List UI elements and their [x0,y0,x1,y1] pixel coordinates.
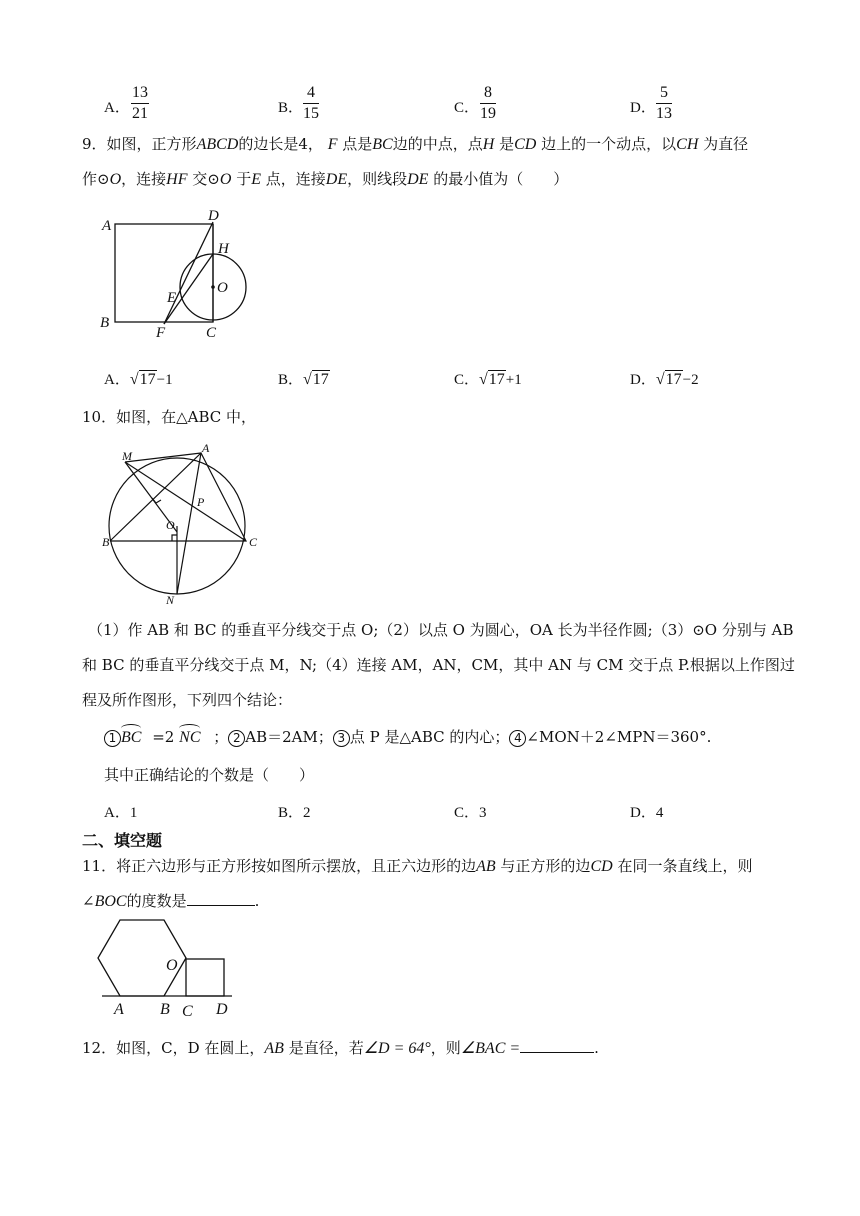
q11-answer-blank[interactable] [187,891,255,906]
q9-label-f: F [156,325,166,341]
q10-option-d: D．4 [630,805,664,821]
q10-arc-nc: NC [179,724,200,748]
q9-label-c: C [206,325,217,341]
q8-option-d-label: D． [630,100,656,116]
q12-answer-blank[interactable] [520,1038,594,1053]
q8-option-c-fraction: 8 19 [480,84,496,122]
q9-label-o: O [217,280,228,296]
q8-option-a-label: A． [104,100,130,116]
q11-square [186,959,224,996]
q8-option-b-label: B． [278,100,304,116]
q10-figure [104,440,284,608]
q10-option-b: B．2 [278,805,311,821]
q8-option-d-fraction: 5 13 [656,84,672,122]
q9-label-h: H [218,241,229,257]
q9-figure [96,202,266,344]
q10-option-a: A．1 [104,805,138,821]
q11-figure [98,918,248,1022]
q10-option-c: C．3 [454,805,487,821]
q10-stem: 10．如图，在△ABC 中， [82,408,257,426]
q10-label-n: N [166,593,175,607]
q12-angle-d: ∠D = 64° [363,1040,431,1057]
q10-conclusion-4-marker: 4 [509,730,526,747]
q9-square [115,224,213,322]
q11-label-a: A [114,1001,124,1018]
q9-stem-line1: 9．如图，正方形ABCD的边长是4， F 点是BC边的中点，点H 是CD 边上的一个动点，以CH 为直径 [82,135,749,153]
q11-stem-line1: 11．将正六边形与正方形按如图所示摆放，且正六边形的边AB 与正方形的边CD 在同一条直线上，则 [82,857,753,875]
q9-label-a: A [102,218,112,234]
q10-paragraph-line3: 程及所作图形，下列四个结论： [82,691,293,709]
q10-conclusion-2-marker: 2 [228,730,245,747]
q11-label-o: O [166,957,178,974]
q10-paragraph-line2: 和 BC 的垂直平分线交于点 M，N;（4）连接 AM，AN，CM，其中 AN 与 CM 交于点 P.根据以上作图过 [82,656,795,674]
q9-label-e: E [167,290,177,306]
q10-label-p: P [197,495,205,509]
q10-label-o: O [166,518,175,532]
q9-stem-line2: 作⊙O，连接HF 交⊙O 于E 点，连接DE，则线段DE 的最小值为（ ） [82,170,569,188]
q11-label-c: C [182,1003,193,1020]
q10-line-am [125,453,201,462]
q9-center-dot [211,285,215,289]
q10-right-angle-bc [172,535,177,541]
q10-label-b: B [102,535,110,549]
q10-label-c: C [249,535,258,549]
q10-question: 其中正确结论的个数是（ ） [104,766,315,784]
q9-label-d: D [208,208,219,224]
q10-right-angle-ab [152,498,161,503]
q12-angle-bac: ∠BAC = [460,1040,521,1057]
q10-label-a: A [202,441,210,455]
q11-stem-line2: ∠BOC的度数是 . [82,892,260,910]
q9-option-a: A．√17−1 [104,371,173,388]
q8-option-b-fraction: 4 15 [303,84,319,122]
q10-arc-bc: BC [121,724,141,748]
q8-option-a-fraction: 13 21 [132,84,148,122]
q8-option-c-label: C． [454,100,480,116]
section-heading: 二、填空题 [82,831,163,850]
q10-paragraph-line1: （1）作 AB 和 BC 的垂直平分线交于点 O;（2）以点 O 为圆心，OA 长为半径作圆;（3）⊙O 分别与 AB [88,621,794,639]
q9-option-b: B．√17 [278,371,329,388]
q10-line-cm [125,462,246,541]
q9-label-b: B [100,315,110,331]
q10-line-an [177,453,201,594]
q10-conclusions: 1 BC =2 NC ； 2 AB＝2AM； 3 点 P 是△ABC 的内心； 4 ∠MON＋2∠MPN＝360°. [104,724,711,748]
q10-conclusion-3-marker: 3 [333,730,350,747]
q11-label-d: D [216,1001,228,1018]
q11-label-b: B [160,1001,170,1018]
q9-option-d: D．√17−2 [630,371,699,388]
q10-label-m: M [122,449,132,463]
q9-option-c: C．√17+1 [454,371,522,388]
q10-conclusion-1-marker: 1 [104,730,121,747]
q12-stem: 12．如图，C，D 在圆上，AB 是直径，若∠D = 64°，则∠BAC = . [82,1039,599,1057]
